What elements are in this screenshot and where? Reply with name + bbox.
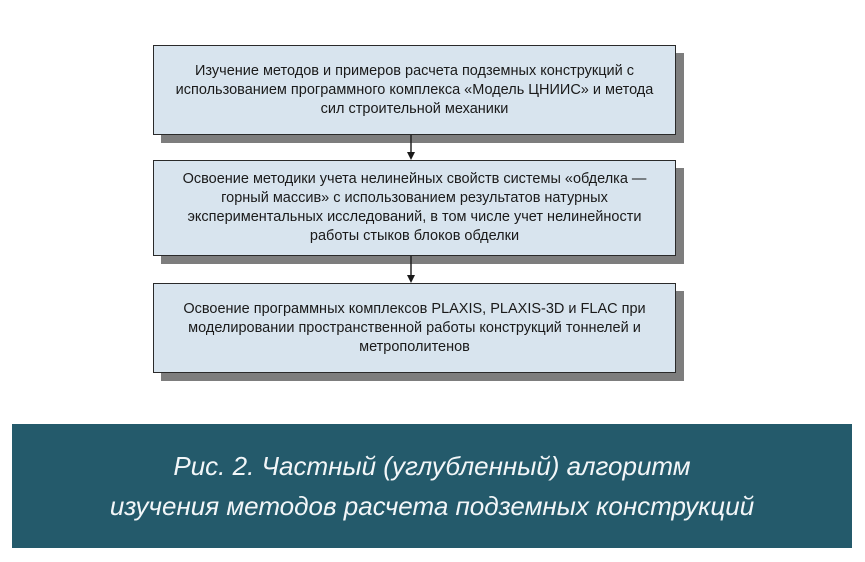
figure-caption <box>12 424 852 548</box>
step-3-text: Освоение программных комплексов PLAXIS, PLAXIS-3D и FLAC при моделировании пространственной работы конструкций тоннелей и метрополитенов <box>183 300 646 355</box>
arrow-2-to-3 <box>405 256 417 284</box>
step-2-box <box>153 160 676 256</box>
step-2-text: Освоение методики учета нелинейных свойств системы «обделка — горный массив» с использованием результатов натурных экспериментальных исследований, в том числе учет нелинейности работы стыков блоков обделки <box>182 171 647 244</box>
caption-line-1: Рис. 2. Частный (углубленный) алгоритм <box>173 451 691 481</box>
step-1-box <box>153 45 676 135</box>
step-3-box <box>153 283 676 373</box>
caption-line-2: изучения методов расчета подземных конструкций <box>109 491 755 521</box>
step-1-text: Изучение методов и примеров расчета подземных конструкций с использованием программного комплекса «Модель ЦНИИС» и метода сил строительной механики <box>175 62 654 117</box>
arrow-1-to-2 <box>405 135 417 161</box>
